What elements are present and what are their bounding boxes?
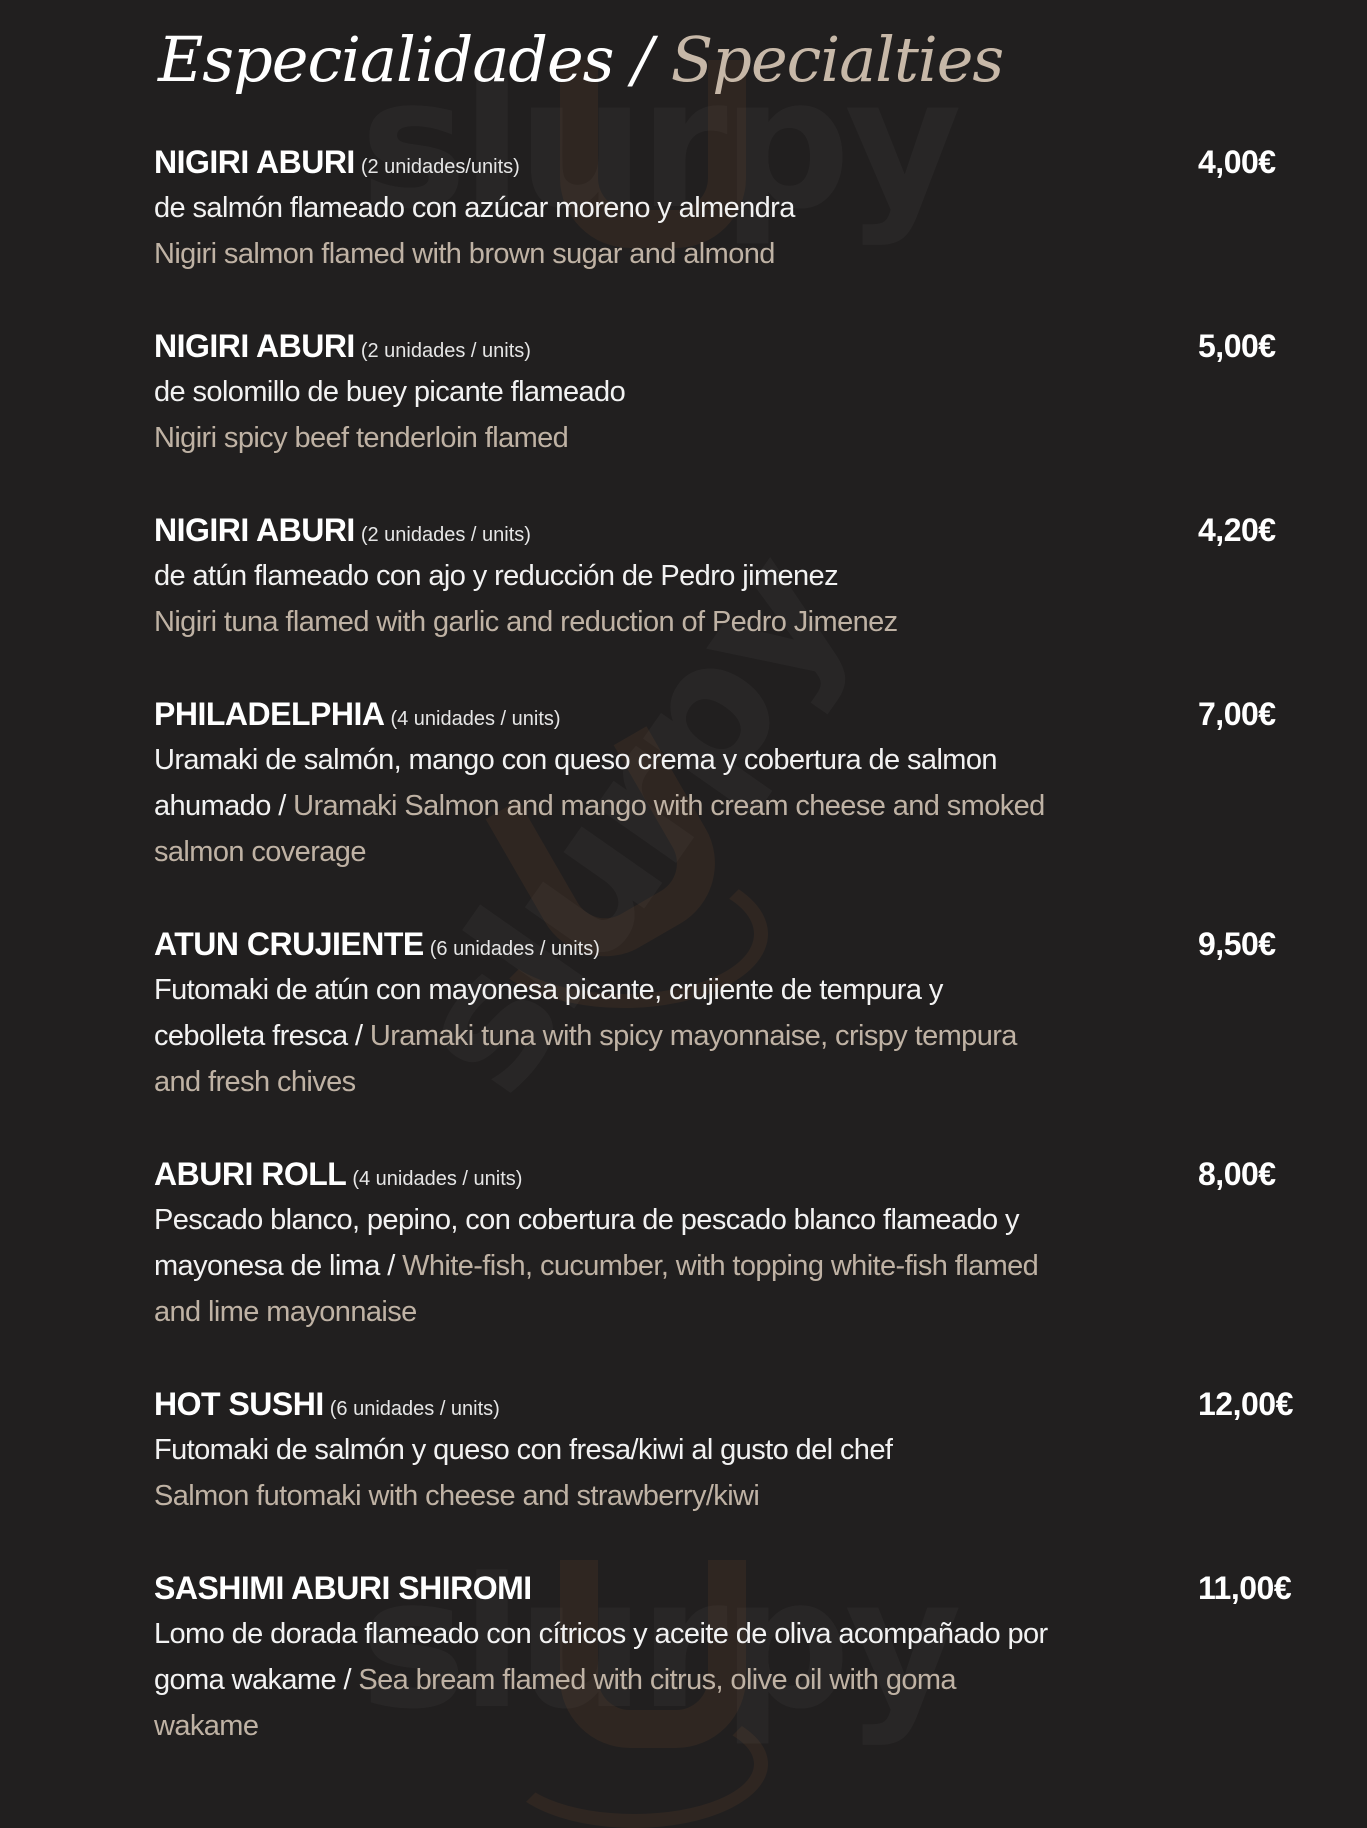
menu-item-header bbox=[154, 139, 1314, 185]
menu-item-description bbox=[154, 1611, 1054, 1749]
menu-item-price: 9,50€ bbox=[1198, 926, 1276, 962]
menu-item-units: (4 unidades / units) bbox=[352, 1168, 523, 1190]
description-english: Nigiri salmon flamed with brown sugar and almond bbox=[154, 238, 775, 270]
menu-item-name: ABURI ROLL bbox=[154, 1156, 347, 1192]
menu-item bbox=[154, 507, 1314, 645]
description-separator: / bbox=[379, 1250, 403, 1282]
menu-item bbox=[154, 1381, 1314, 1519]
menu-item-name: NIGIRI ABURI bbox=[154, 512, 355, 548]
description-spanish: de atún flameado con ajo y reducción de Pedro jimenez bbox=[154, 560, 838, 592]
description-english: Nigiri tuna flamed with garlic and reduction of Pedro Jimenez bbox=[154, 606, 898, 638]
menu-item-header bbox=[154, 1151, 1314, 1197]
menu-item-price: 12,00€ bbox=[1198, 1386, 1293, 1422]
title-spanish: Especialidades bbox=[158, 23, 614, 96]
menu-item-price: 8,00€ bbox=[1198, 1156, 1276, 1192]
menu-item-units: (2 unidades/units) bbox=[360, 156, 520, 178]
menu-item-units: (2 unidades / units) bbox=[360, 524, 531, 546]
menu-item-name: NIGIRI ABURI bbox=[154, 144, 355, 180]
menu-item bbox=[154, 921, 1314, 1105]
description-separator: / bbox=[336, 1664, 359, 1696]
description-spanish: de salmón flameado con azúcar moreno y almendra bbox=[154, 192, 795, 224]
description-english: Uramaki Salmon and mango with cream cheese and smoked salmon coverage bbox=[154, 790, 1045, 868]
menu-item-name: ATUN CRUJIENTE bbox=[154, 926, 424, 962]
description-english: Uramaki tuna with spicy mayonnaise, crispy tempura and fresh chives bbox=[154, 1020, 1017, 1098]
description-separator: / bbox=[270, 790, 294, 822]
menu-item-header bbox=[154, 921, 1314, 967]
title-separator: / bbox=[613, 23, 671, 96]
menu-item-description bbox=[154, 185, 1054, 277]
menu-item-price: 11,00€ bbox=[1198, 1570, 1292, 1606]
menu-item-description bbox=[154, 1427, 1054, 1519]
description-english: Sea bream flamed with citrus, olive oil with goma wakame bbox=[154, 1664, 956, 1742]
menu-item bbox=[154, 323, 1314, 461]
menu-item bbox=[154, 691, 1314, 875]
menu-item-description bbox=[154, 553, 1054, 645]
description-english: Nigiri spicy beef tenderloin flamed bbox=[154, 422, 569, 454]
description-spanish: de solomillo de buey picante flameado bbox=[154, 376, 626, 408]
description-spanish: Pescado blanco, pepino, con cobertura de pescado blanco flameado y mayonesa de lima bbox=[154, 1204, 1019, 1282]
menu-item-price: 5,00€ bbox=[1198, 328, 1276, 364]
page-title bbox=[158, 18, 1003, 102]
menu-item-header bbox=[154, 507, 1314, 553]
menu-item-price: 4,00€ bbox=[1198, 144, 1276, 180]
description-spanish: Futomaki de atún con mayonesa picante, crujiente de tempura y cebolleta fresca bbox=[154, 974, 943, 1052]
menu-item-name: NIGIRI ABURI bbox=[154, 328, 355, 364]
description-spanish: Lomo de dorada flameado con cítricos y aceite de oliva acompañado por goma wakame bbox=[154, 1618, 1048, 1696]
menu-item-units: (2 unidades / units) bbox=[360, 340, 531, 362]
title-english: Specialties bbox=[670, 23, 1004, 96]
menu-item-header bbox=[154, 323, 1314, 369]
description-separator: / bbox=[347, 1020, 370, 1052]
menu-item-units: (4 unidades / units) bbox=[390, 708, 561, 730]
menu-item-price: 4,20€ bbox=[1198, 512, 1276, 548]
description-english: Salmon futomaki with cheese and strawberry/kiwi bbox=[154, 1480, 760, 1512]
menu-item-description bbox=[154, 737, 1054, 875]
menu-item-name: PHILADELPHIA bbox=[154, 696, 385, 732]
description-spanish: Uramaki de salmón, mango con queso crema y cobertura de salmon ahumado bbox=[154, 744, 997, 822]
menu-item-description bbox=[154, 1197, 1054, 1335]
menu-item bbox=[154, 1565, 1314, 1749]
menu-item bbox=[154, 1151, 1314, 1335]
description-english: White-fish, cucumber, with topping white-fish flamed and lime mayonnaise bbox=[154, 1250, 1039, 1328]
menu-item-header bbox=[154, 691, 1314, 737]
menu-item-units: (6 unidades / units) bbox=[429, 938, 600, 960]
menu-item-name: SASHIMI ABURI SHIROMI bbox=[154, 1570, 532, 1606]
menu-item-name: HOT SUSHI bbox=[154, 1386, 324, 1422]
menu-item-price: 7,00€ bbox=[1198, 696, 1276, 732]
menu-item-units: (6 unidades / units) bbox=[329, 1398, 500, 1420]
description-spanish: Futomaki de salmón y queso con fresa/kiwi al gusto del chef bbox=[154, 1434, 893, 1466]
menu-item-header bbox=[154, 1381, 1314, 1427]
menu-item-description bbox=[154, 369, 1054, 461]
menu-item bbox=[154, 139, 1314, 277]
menu-item-header bbox=[154, 1565, 1314, 1611]
menu-item-description bbox=[154, 967, 1054, 1105]
